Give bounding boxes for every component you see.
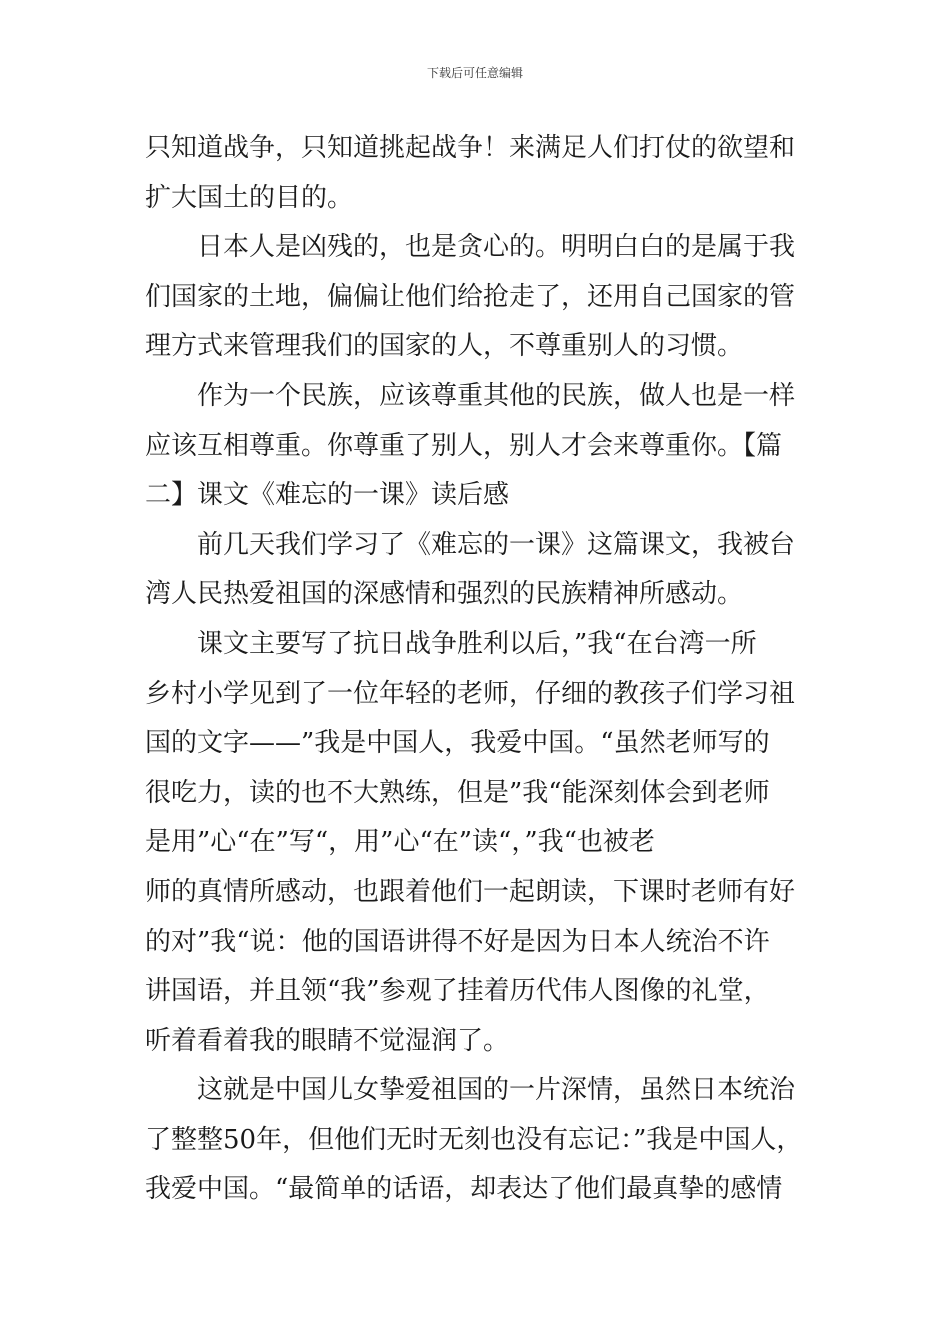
text-line: 讲国语，并且领“我”参观了挂着历代伟人图像的礼堂， (145, 976, 770, 1007)
text-line: 了整整50年，但他们无时无刻也没有忘记：”我是中国人， (145, 1124, 803, 1155)
text-line: 应该互相尊重。你尊重了别人，别人才会来尊重你。【篇 (145, 430, 783, 461)
text-line: 听着看着我的眼睛不觉湿润了。 (145, 1025, 510, 1056)
paragraph-4 (145, 521, 825, 620)
text-line: 是用”心“在”写“，用”心“在”读“，”我“也被老 (145, 827, 655, 858)
text-line: 日本人是凶残的，也是贪心的。明明白白的是属于我 (197, 232, 796, 263)
paragraph-1 (145, 124, 825, 223)
text-line: 这就是中国儿女挚爱祖国的一片深情，虽然日本统治 (197, 1075, 796, 1106)
text-line: 课文主要写了抗日战争胜利以后，”我“在台湾一所 (197, 628, 757, 659)
text-line: 湾人民热爱祖国的深感情和强烈的民族精神所感动。 (145, 579, 744, 610)
text-line: 很吃力，读的也不大熟练，但是”我“能深刻体会到老师 (145, 777, 770, 808)
text-line: 国的文字——”我是中国人，我爱中国。“虽然老师写的 (145, 728, 770, 759)
paragraph-5 (145, 620, 825, 1066)
text-line: 二】课文《难忘的一课》读后感 (145, 480, 510, 511)
paragraph-2 (145, 223, 825, 372)
paragraph-6 (145, 1066, 825, 1215)
text-line: 的对”我“说：他的国语讲得不好是因为日本人统治不许 (145, 926, 770, 957)
paragraph-3 (145, 372, 825, 521)
text-line: 我爱中国。“最简单的话语，却表达了他们最真挚的感情 (145, 1174, 783, 1205)
text-line: 作为一个民族，应该尊重其他的民族，做人也是一样 (197, 380, 796, 411)
page-header: 下载后可任意编辑 (426, 66, 523, 80)
text-line: 只知道战争，只知道挑起战争！来满足人们打仗的欲望和 (145, 133, 796, 163)
text-line: 们国家的土地，偏偏让他们给抢走了，还用自己国家的管 (145, 281, 796, 312)
text-line: 扩大国土的目的。 (145, 182, 354, 213)
text-line: 师的真情所感动，也跟着他们一起朗读，下课时老师有好 (145, 876, 796, 907)
text-line: 乡村小学见到了一位年轻的老师，仔细的教孩子们学习祖 (145, 678, 796, 709)
text-line: 理方式来管理我们的国家的人，不尊重别人的习惯。 (145, 331, 744, 362)
text-line: 前几天我们学习了《难忘的一课》这篇课文，我被台 (197, 529, 796, 560)
document-body (145, 124, 825, 1215)
